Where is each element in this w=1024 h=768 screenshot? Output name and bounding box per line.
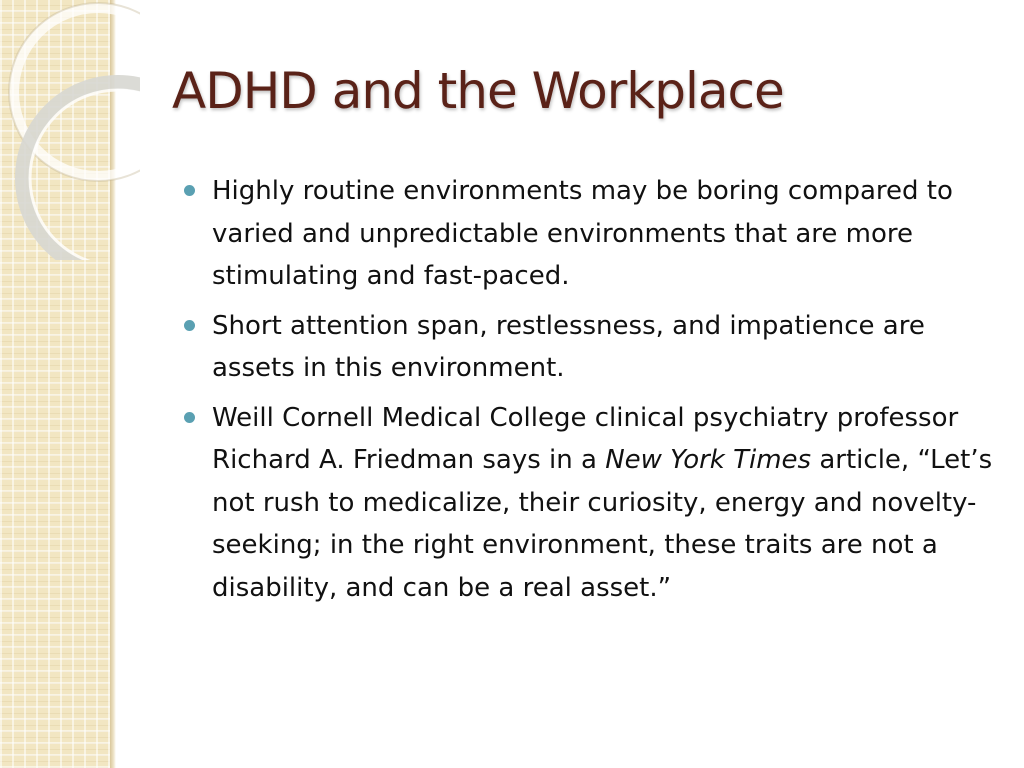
bullet-dot-icon: [184, 320, 195, 331]
bullet-text: article, “Let’s not rush to medicalize, their curiosity, energy and novelty-seeking; in the right environment, these traits are not a disability, and can be a real asset.”: [212, 445, 993, 603]
bullet-item: [184, 170, 994, 298]
bullet-dot-icon: [184, 412, 195, 423]
bullet-text: Short attention span, restlessness, and impatience are assets in this environment.: [212, 310, 925, 383]
decorative-rings: [0, 0, 140, 260]
bullet-item: [184, 305, 994, 390]
bullet-text: Highly routine environments may be boring compared to varied and unpredictable environments that are more stimulating and fast-paced.: [212, 176, 953, 291]
bullet-dot-icon: [184, 185, 195, 196]
bullet-item: [184, 397, 994, 610]
bullet-text: Weill Cornell Medical College clinical psychiatry professor Richard A. Friedman says in a: [212, 402, 959, 475]
slide-title: ADHD and the Workplace: [172, 62, 784, 120]
bullet-list: [184, 170, 994, 616]
bullet-text-italic-source: New York Times: [605, 445, 812, 475]
